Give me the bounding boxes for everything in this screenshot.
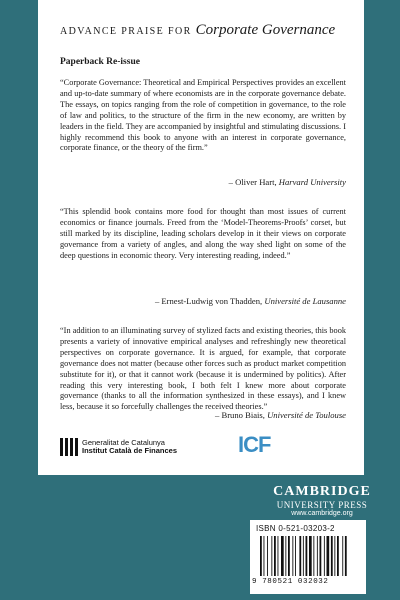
publisher-url: www.cambridge.org [291,510,353,517]
panel-overlay [38,0,364,430]
icf-letters: ICF [238,432,271,457]
generalitat-logo [60,438,177,456]
generalitat-line2: Institut Català de Finances [82,446,178,455]
praise-quote-thadden: “This splendid book contains more food for thought than most issues of current economics or finance journals. Freed from the ‘Model-Theorems-Proofs’ corset, but still marked by its discipline, leading scholars develop in it their views on corporate governance from a variety of angles, and along the way shed light on some of the deep questions in economic theory. Very interesting reading, indeed.” [60,207,346,260]
praise-prefix: ADVANCE PRAISE FOR [60,26,192,37]
author-institution: Université de Lausanne [264,296,346,306]
publisher-press: UNIVERSITY PRESS [276,500,368,510]
isbn-label: ISBN 0-521-03203-2 [256,524,335,533]
publisher-block [262,484,382,517]
author-name: – Oliver Hart, [228,177,277,187]
edition-label: Paperback Re-issue [60,57,140,67]
author-institution: Université de Toulouse [267,410,346,420]
praise-quote-hart: “Corporate Governance: Theoretical and Empirical Perspectives provides an excellent and up-to-date summary of where economists are in the corporate governance debate. The essays, on topics ranging from the role of competition in governance, to the role of law and politics, to the structure of the firm in the new economy, are written by leaders in the field. They are accompanied by insightful and stimulating discussions. I highly recommend this book to anyone with an interest in corporate governance, corporate finance, or the theory of the firm.” [60,78,346,153]
praise-quote-biais: “In addition to an illuminating survey of stylized facts and existing theories, this book presents a variety of innovative empirical analyses and refreshingly new theoretical perspectives on corporate governance. It is argued, for example, that corporate governance does not matter (because other forces such as product market competition substitute for it), or that it cannot work (because it is undermined by politics). After reading this very interesting book, I both felt I knew more about corporate governance (thanks to all the information synthesized in these essays), and I knew less, because it so forcefully challenges the received theories.” [60,326,346,412]
barcode-digits: 9 780521 032032 [252,578,329,586]
book-title: Corporate Governance [195,22,336,38]
publisher-name: CAMBRIDGE [273,484,371,499]
author-name: – Ernest-Ludwig von Thadden, [154,296,263,306]
generalitat-text [82,439,177,456]
isbn-barcode-box [250,520,366,594]
generalitat-line1: Generalitat de Catalunya [82,437,165,447]
generalitat-emblem-icon [60,438,78,456]
author-name: – Bruno Biais, [215,410,268,420]
icf-logo [238,432,280,460]
author-institution: Harvard University [278,177,346,187]
barcode-icon [258,536,358,576]
